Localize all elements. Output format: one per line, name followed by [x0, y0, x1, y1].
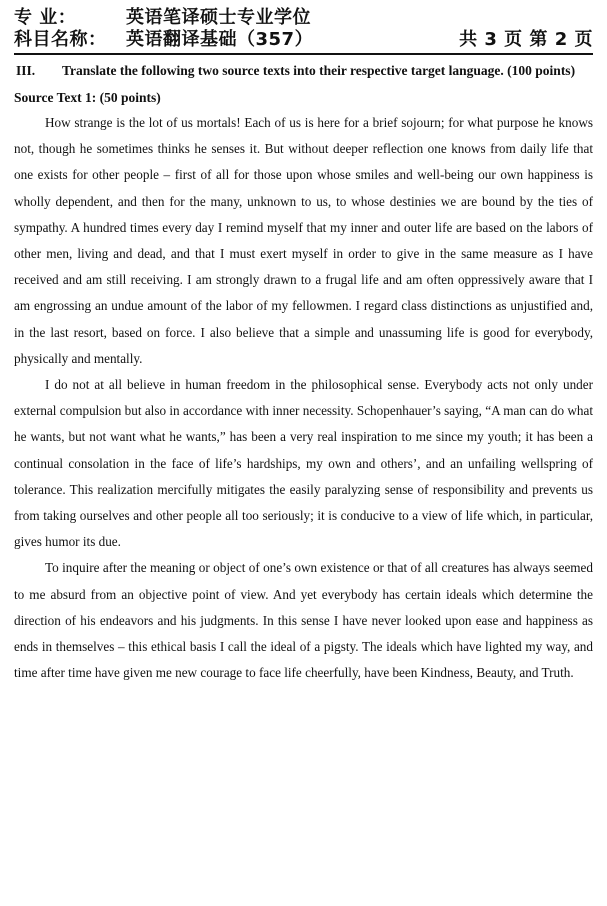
section-instruction: Translate the following two source texts into their respective target language. (100 points)	[62, 63, 576, 78]
paragraph: How strange is the lot of us mortals! Each of us is here for a brief sojourn; for what purpose he knows not, though he sometimes thinks he senses it. But without deeper reflection one knows from daily life that one exists for other people – first of all for those upon whose smiles and well-being our own happiness is wholly dependent, and then for the many, unknown to us, to whose destinies we are bound by the ties of sympathy. A hundred times every day I remind myself that my inner and outer life are based on the labors of other men, living and dead, and that I must exert myself in order to give in the same measure as I have received and am still receiving. I am strongly drawn to a frugal life and am often oppressively aware that I am engrossing an undue amount of the labor of my fellowmen. I regard class distinctions as unjustified and, in the last resort, based on force. I also believe that a simple and unassuming life is good for everybody, physically and mentally.	[14, 115, 593, 366]
subject-value: 英语翻译基础（357）	[126, 29, 314, 50]
subject-label: 科目名称：	[14, 29, 107, 50]
major-label: 专 业：	[14, 7, 77, 28]
source-text-title: Source Text 1: (50 points)	[14, 90, 161, 105]
section-heading	[14, 58, 593, 83]
section-number: III.	[16, 63, 36, 78]
header-subject-row	[14, 29, 593, 55]
header-major-row	[14, 7, 593, 29]
paragraph: I do not at all believe in human freedom in the philosophical sense. Everybody acts not only under external compulsion but also in accordance with inner necessity. Schopenhauer’s saying, “A man can do what he wants, but not want what he wants,” has been a very real inspiration to me since my youth; it has been a continual consolation in the face of life’s hardships, my own and others’, and an unfailing wellspring of tolerance. This realization mercifully mitigates the easily paralyzing sense of responsibility and prevents us from taking ourselves and other people all too seriously; it is conducive to a view of life which, in particular, gives humor its due.	[14, 377, 593, 550]
major-value: 英语笔译硕士专业学位	[126, 7, 311, 28]
paragraph: To inquire after the meaning or object of one’s own existence or that of all creatures has always seemed to me absurd from an objective point of view. And yet everybody has certain ideals which determine the direction of his endeavors and his judgments. In this sense I have never looked upon ease and happiness as ends in themselves – this ethical basis I call the ideal of a pigsty. The ideals which have lighted my way, and time after time have given me new courage to face life cheerfully, have been Kindness, Beauty, and Truth.	[14, 560, 593, 681]
page-info: 共 3 页 第 2 页	[459, 29, 593, 50]
